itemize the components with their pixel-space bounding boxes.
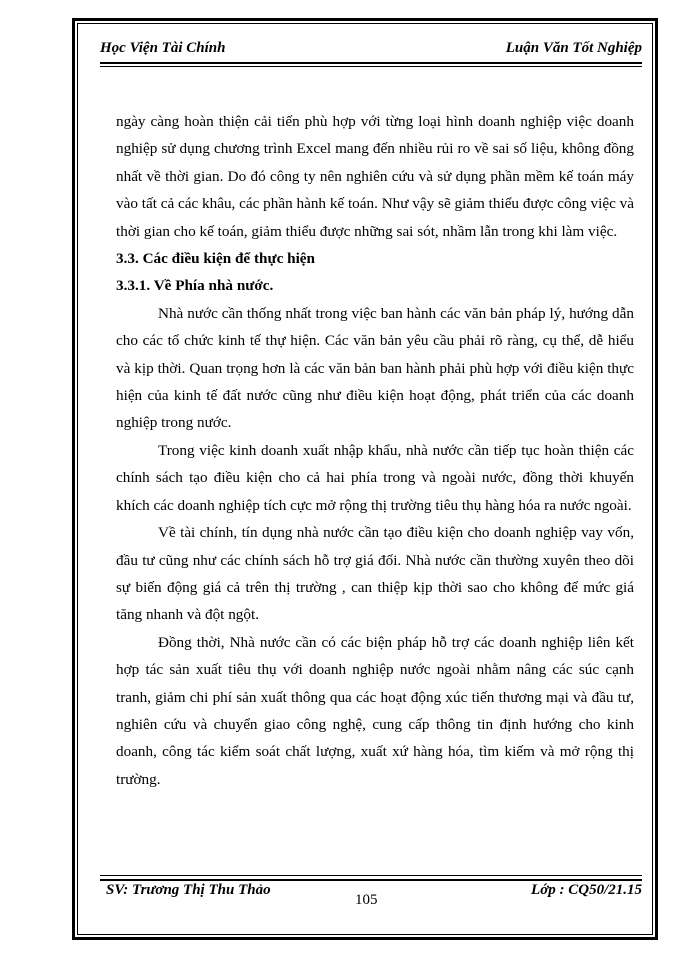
- footer-student-name: SV: Trương Thị Thu Thảo: [106, 882, 271, 898]
- section-heading: 3.3. Các điều kiện để thực hiện: [116, 250, 315, 268]
- paragraph-legal-documents: Nhà nước cần thống nhất trong việc ban hành các văn bản pháp lý, hướng dẫn cho các tổ chức kinh tế thự hiện. Các văn bản yêu cầu phải rõ ràng, cụ thể, dễ hiểu và kịp thời. Quan trọng hơn là các văn bản ban hành phải phù hợp với điều kiện thực hiện của kinh tế đất nước cũng như điều kiện hoạt động, phát triển của các doanh nghiệp trong nước.: [116, 304, 634, 432]
- footer-divider-thin: [100, 875, 642, 876]
- paragraph-cooperation-support: Đồng thời, Nhà nước cần có các biện pháp hỗ trợ các doanh nghiệp liên kết hợp tác sản xuất tiêu thụ với doanh nghiệp nước ngoài nhằm nâng các súc cạnh tranh, giảm chi phí sản xuất thông qua các hoạt động xúc tiến thương mại và đầu tư, nghiên cứu và chuyển giao công nghệ, cung cấp thông tin định hướng cho kinh doanh, công tác kiểm soát chất lượng, xuất xứ hàng hóa, tìm kiếm và mở rộng thị trường.: [116, 633, 634, 788]
- header-document-type: Luận Văn Tốt Nghiệp: [505, 40, 642, 56]
- header-institution: Học Viện Tài Chính: [100, 40, 226, 56]
- paragraph-finance-credit: Về tài chính, tín dụng nhà nước cần tạo điều kiện cho doanh nghiệp vay vốn, đầu tư cũng như các chính sách hỗ trợ giá đối. Nhà nước cần thường xuyên theo dõi sự biến động giá cả trên thị trường , can thiệp kịp thời sao cho không để mức giá tăng nhanh và đột ngột.: [116, 524, 634, 624]
- header-divider: [100, 62, 642, 64]
- header-divider-thin: [100, 66, 642, 67]
- page-content: [116, 108, 634, 793]
- footer-class: Lớp : CQ50/21.15: [531, 882, 642, 898]
- subsection-heading: 3.3.1. Về Phía nhà nước.: [116, 277, 274, 295]
- paragraph-import-export: Trong việc kinh doanh xuất nhập khẩu, nhà nước cần tiếp tục hoàn thiện các chính sách tạo điều kiện cho cả hai phía trong và ngoài nước, đồng thời khuyến khích các doanh nghiệp tích cực mở rộng thị trường tiêu thụ hàng hóa ra nước ngoài.: [116, 441, 634, 514]
- page-number: 105: [355, 892, 378, 908]
- paragraph-intro: ngày càng hoàn thiện cải tiến phù hợp với từng loại hình doanh nghiệp việc doanh nghiệp sử dụng chương trình Excel mang đến nhiều rủi ro về sai số liệu, không đồng nhất về thời gian. Do đó công ty nên nghiên cứu và sử dụng phần mềm kế toán máy vào tất cả các khâu, các phần hành kế toán. Như vậy sẽ giảm thiểu được công việc và thời gian cho kế toán, giảm thiểu được những sai sót, nhầm lẫn trong khi làm việc.: [116, 113, 634, 240]
- footer-divider: [100, 879, 642, 881]
